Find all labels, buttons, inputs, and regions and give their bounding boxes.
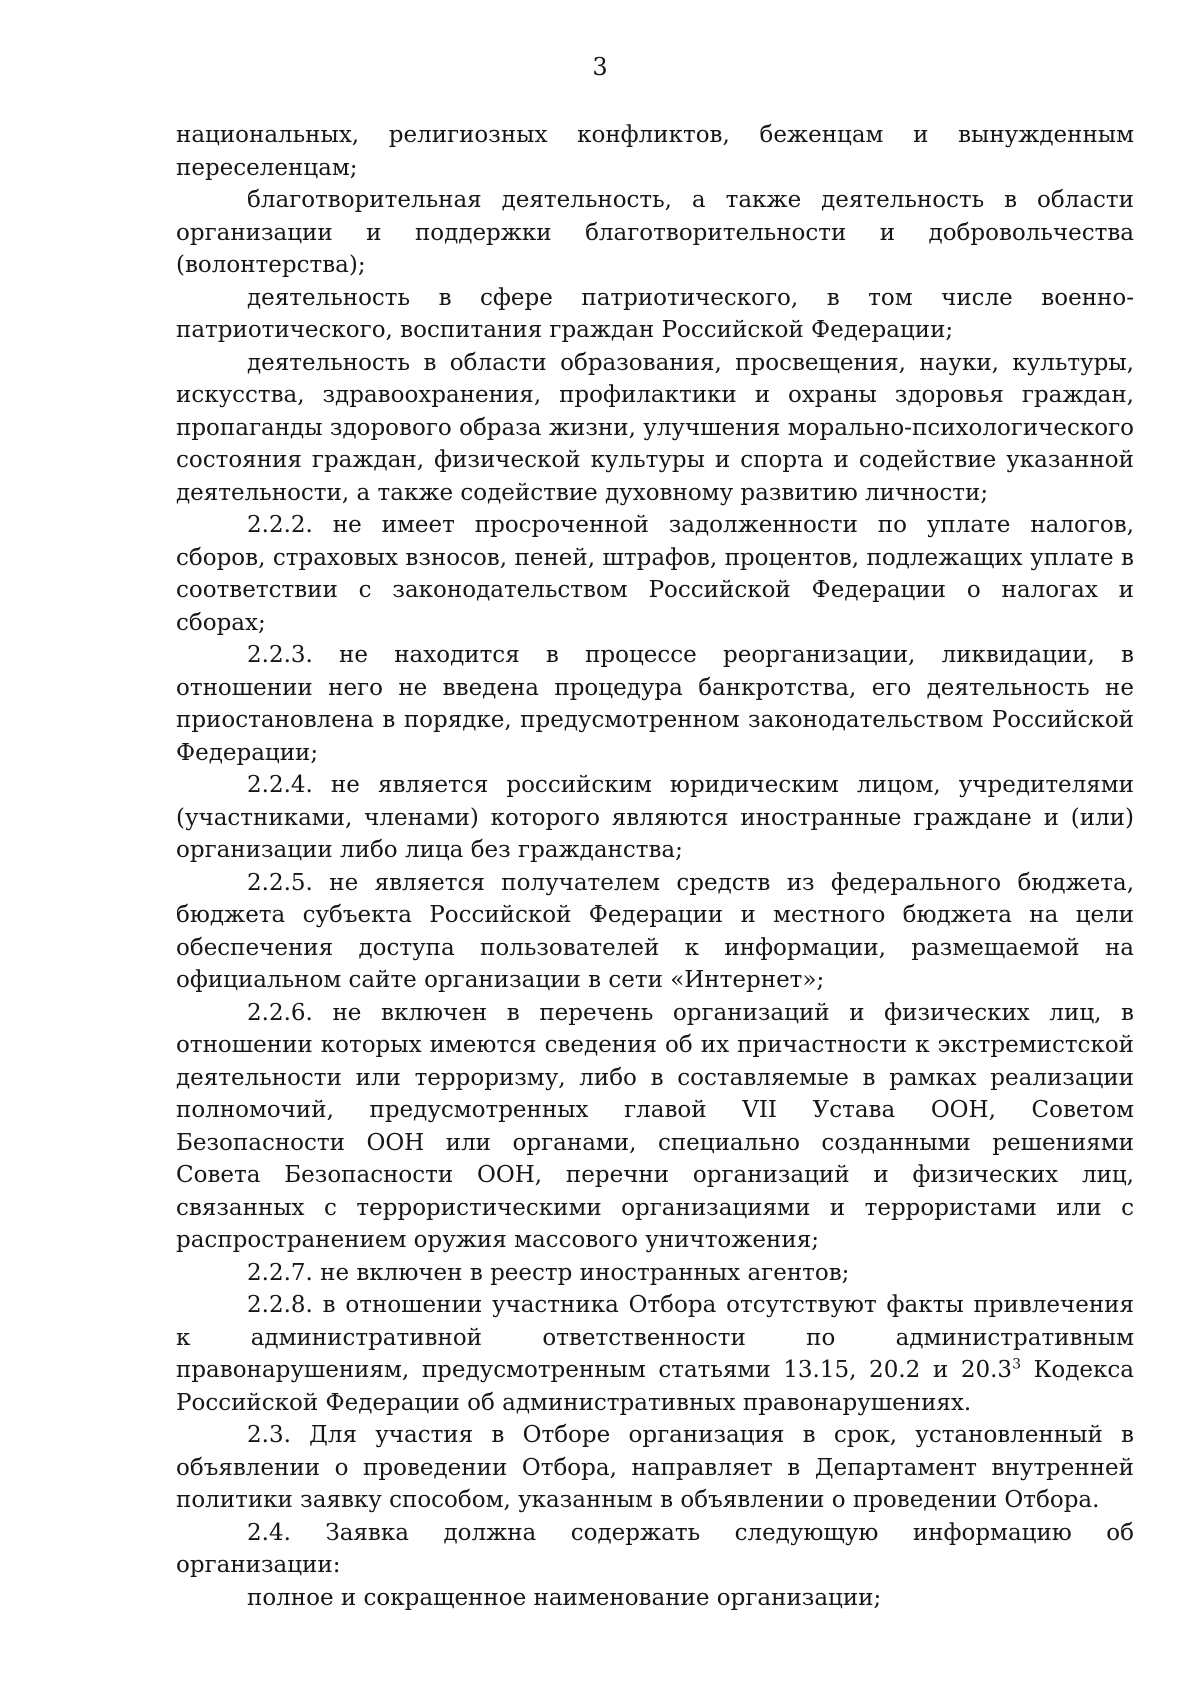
document-body xyxy=(176,119,1134,1614)
paragraph: 2.2.5. не является получателем средств из федерального бюджета, бюджета субъекта Российской Федерации и местного бюджета на цели обеспечения доступа пользователей к информации, размещаемой на официальном сайте организации в сети «Интернет»; xyxy=(176,869,1134,993)
paragraph-text: Кодекса Российской Федерации об административных правонарушениях. xyxy=(176,1357,1134,1416)
paragraph: 2.4. Заявка должна содержать следующую информацию об организации: xyxy=(176,1519,1134,1578)
paragraph: 2.2.3. не находится в процессе реорганизации, ликвидации, в отношении него не введена процедура банкротства, его деятельность не приостановлена в порядке, предусмотренном законодательством Российской Федерации; xyxy=(176,642,1134,766)
paragraph: 2.2.7. не включен в реестр иностранных агентов; xyxy=(247,1259,850,1286)
paragraph-text: 2.2.8. в отношении участника Отбора отсутствуют факты привлечения к административной ответственности по административным правонарушениям, предусмотренным статьями 13.15, 20.2 и 20.3 xyxy=(176,1292,1134,1383)
superscript: 3 xyxy=(1012,1356,1021,1373)
paragraph xyxy=(176,1289,1134,1419)
paragraph: полное и сокращенное наименование организации; xyxy=(247,1584,882,1611)
paragraph: 2.2.6. не включен в перечень организаций и физических лиц, в отношении которых имеются сведения об их причастности к экстремистской деятельности или терроризму, либо в составляемые в рамках реализации полномочий, предусмотренных главой VII Устава ООН, Советом Безопасности ООН или органами, специально созданными решениями Совета Безопасности ООН, перечни организаций и физических лиц, связанных с террористическими организациями и террористами или с распространением оружия массового уничтожения; xyxy=(176,999,1134,1253)
page-number: 3 xyxy=(592,53,608,81)
paragraph: 2.2.4. не является российским юридическим лицом, учредителями (участниками, членами) которого являются иностранные граждане и (или) организации либо лица без гражданства; xyxy=(176,772,1134,863)
paragraph: деятельность в сфере патриотического, в том числе военно-патриотического, воспитания граждан Российской Федерации; xyxy=(176,284,1134,343)
paragraph: благотворительная деятельность, а также деятельность в области организации и поддержки благотворительности и добровольчества (волонтерства); xyxy=(176,187,1134,278)
paragraph: 2.2.2. не имеет просроченной задолженности по уплате налогов, сборов, страховых взносов, пеней, штрафов, процентов, подлежащих уплате в соответствии с законодательством Российской Федерации о налогах и сборах; xyxy=(176,512,1134,636)
paragraph: 2.3. Для участия в Отборе организация в срок, установленный в объявлении о проведении Отбора, направляет в Департамент внутренней политики заявку способом, указанным в объявлении о проведении Отбора. xyxy=(176,1422,1134,1513)
paragraph: национальных, религиозных конфликтов, беженцам и вынужденным переселенцам; xyxy=(176,122,1134,181)
paragraph: деятельность в области образования, просвещения, науки, культуры, искусства, здравоохранения, профилактики и охраны здоровья граждан, пропаганды здорового образа жизни, улучшения морально-психологического состояния граждан, физической культуры и спорта и содействие указанной деятельности, а также содействие духовному развитию личности; xyxy=(176,349,1134,506)
